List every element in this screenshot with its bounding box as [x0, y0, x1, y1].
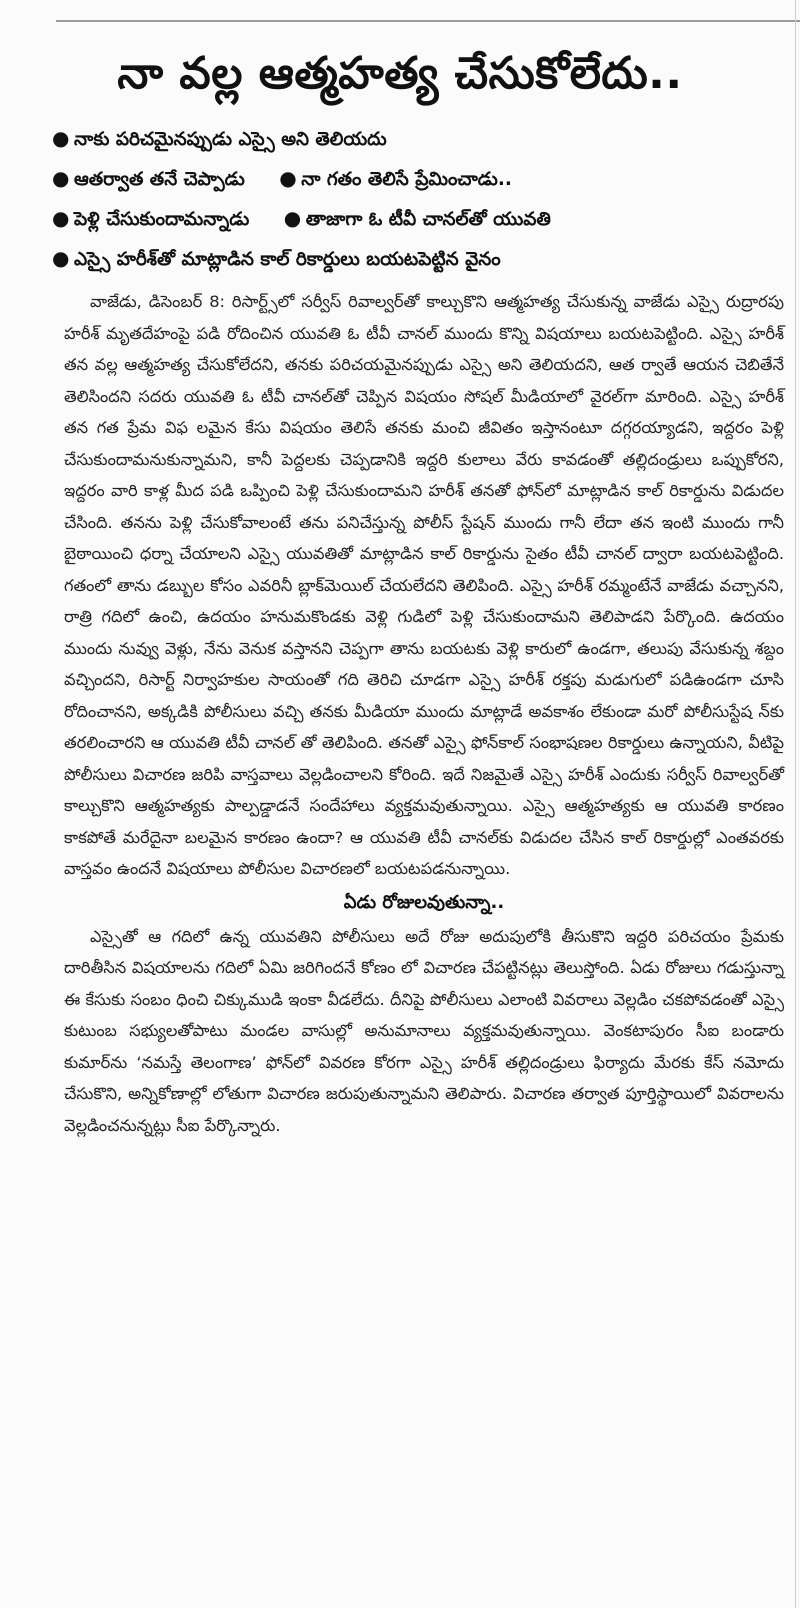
body-paragraph: ఎస్సైతో ఆ గదిలో ఉన్న యువతిని పోలీసులు అదే రోజు అదుపులోకి తీసుకొని ఇద్దరి పరిచయం ప్రేమకు దారితీసిన విషయాలను గదిలో ఏమి జరిగిందనే కోణం లో విచారణ చేపట్టినట్లు తెలుస్తోంది. ఏడు రోజులు గడుస్తున్నా ఈ కేసుకు సంబం ధించి చిక్కుముడి ఇంకా వీడలేదు. దీనిపై పోలీసులు ఎలాంటి వివరాలు వెల్లడిం చకపోవడంతో ఎస్సై కుటుంబ సభ్యులతోపాటు మండల వాసుల్లో అనుమానాలు వ్యక్తమవుతున్నాయి. వెంకటాపురం సీఐ బండారు కుమార్‌ను ‘నమస్తే తెలంగాణ’ ఫోన్‌లో వివరణ కోరగా ఎస్సై హరీశ్ తల్లిదండ్రులు ఫిర్యాదు మేరకు కేస్ నమోదు చేసుకొని, అన్నికోణాల్లో లోతుగా విచారణ జరుపుతున్నామని తెలిపారు. విచారణ తర్వాత పూర్తిస్థాయిలో వివరాలను వెల్లడించనున్నట్లు సీఐ పేర్కొన్నారు. [64, 926, 784, 1135]
bullet-row [52, 158, 782, 198]
bullet-row [52, 198, 782, 238]
column-rule [795, 0, 796, 1608]
bullet-item: ● తాజాగా ఓ టీవీ చానల్‌తో యువతి [284, 198, 551, 240]
bullet-dot-icon: ● [52, 246, 70, 270]
article-headline: నా వల్ల ఆత్మహత్య చేసుకోలేదు.. [117, 48, 683, 99]
bullet-item: ● నాకు పరిచమైనప్పుడు ఎస్సై అని తెలియదు [52, 118, 387, 160]
article-body [64, 286, 784, 1141]
highlight-bullets [52, 118, 782, 278]
bullet-row [52, 118, 782, 158]
bullet-item: ● నా గతం తెలిసే ప్రేమించాడు.. [279, 158, 512, 200]
bullet-dot-icon: ● [52, 126, 70, 150]
bullet-item: ● ఎస్సై హరీశ్‌తో మాట్లాడిన కాల్ రికార్డులు బయటపెట్టిన వైనం [52, 238, 501, 280]
bullet-dot-icon: ● [283, 206, 302, 230]
bullet-item: ● ఆతర్వాత తనే చెప్పాడు [52, 158, 245, 200]
bullet-row [52, 238, 782, 278]
body-paragraph: వాజేడు, డిసెంబర్ 8: రిసార్ట్స్‌లో సర్వీస్ రివాల్వర్‌తో కాల్చుకొని ఆత్మహత్య చేసుకున్న వాజేడు ఎస్సై రుద్రారపు హరీశ్ మృతదేహంపై పడి రోదించిన యువతి ఓ టీవీ చానల్ ముందు కొన్ని విషయాలు బయటపెట్టింది. ఎస్సై హరీశ్ తన వల్ల ఆత్మహత్య చేసుకోలేదని, తనకు పరిచయమైనప్పుడు ఎస్సై అని తెలియదని, ఆత ర్వాతే ఆయన చెబితేనే తెలిసిందని సదరు యువతి ఓ టీవీ చానల్‌తో చెప్పిన విషయం సోషల్ మీడియాలో వైరల్‌గా మారింది. ఎస్సై హరీశ్ తన గత ప్రేమ విఫ లమైన కేసు విషయం తెలిసే తనకు మంచి జీవితం ఇస్తానంటూ దగ్గరయ్యాడని, ఇద్దరం పెళ్లి చేసుకుందామనుకున్నామని, కానీ పెద్దలకు చెప్పడానికి ఇద్దరి కులాలు వేరు కావడంతో తల్లిదండ్రులు ఒప్పుకోరని, ఇద్దరం వారి కాళ్ల మీద పడి ఒప్పించి పెళ్లి చేసుకుందామని హరీశ్ తనతో ఫోన్‌లో మాట్లాడిన కాల్ రికార్డును విడుదల చేసింది. తనను పెళ్లి చేసుకోవాలంటే తను పనిచేస్తున్న పోలీస్ స్టేషన్ ముందు గానీ లేదా తన ఇంటి ముందు గానీ బైఠాయించి ధర్నా చేయాలని ఎస్సై యువతితో మాట్లాడిన కాల్ రికార్డును సైతం టీవీ చానల్ ద్వారా బయటపెట్టింది. గతంలో తాను డబ్బుల కోసం ఎవరినీ బ్లాక్‌మెయిల్ చేయలేదని తెలిపింది. ఎస్సై హరీశ్ రమ్మంటేనే వాజేడు వచ్చానని, రాత్రి గదిలో ఉంచి, ఉదయం హనుమకొండకు వెళ్లి గుడిలో పెళ్లి చేసుకుందామని తెలిపాడని పేర్కొంది. ఉదయం ముందు నువ్వు వెళ్లు, నేను వెనుక వస్తానని చెప్పగా తాను బయటకు వెళ్లి కారులో ఉండగా, తలుపు వేసుకున్న శబ్దం వచ్చిందని, రిసార్ట్ నిర్వాహకుల సాయంతో గది తెరిచి చూడగా ఎస్సై హరీశ్ రక్తపు మడుగులో పడిఉండగా చూసి రోదించానని, అక్కడికి పోలీసులు వచ్చి తనకు మీడియా ముందు మాట్లాడే అవకాశం లేకుండా మరో పోలీసుస్టేష న్‌కు తరలించారని ఆ యువతి టీవీ చానల్ తో తెలిపింది. తనతో ఎస్సై ఫోన్‌కాల్ సంభాషణల రికార్డులు ఉన్నాయని, వీటిపై పోలీసులు విచారణ జరిపి వాస్తవాలు వెల్లడించాలని కోరింది. ఇదే నిజమైతే ఎస్సై హరీశ్ ఎందుకు సర్వీస్ రివాల్వర్‌తో కాల్చుకొని ఆత్మహత్యకు పాల్పడ్డాడనే సందేహాలు వ్యక్తమవుతున్నాయి. ఎస్సై ఆత్మహత్యకు ఆ యువతి కారణం కాకపోతే మరేదైనా బలమైన కారణం ఉందా? ఆ యువతి టీవీ చానల్‌కు విడుదల చేసిన కాల్ రికార్డుల్లో ఎంతవరకు వాస్తవం ఉందనే విషయాలు పోలీసుల విచారణలో బయటపడనున్నాయి. [64, 292, 784, 878]
bullet-dot-icon: ● [52, 166, 70, 190]
top-rule [56, 20, 800, 22]
bullet-item: ● పెళ్లి చేసుకుందామన్నాడు [52, 198, 249, 240]
bullet-dot-icon: ● [52, 206, 70, 230]
bullet-dot-icon: ● [279, 166, 297, 190]
section-subheading: ఏడు రోజులవుతున్నా.. [343, 891, 505, 913]
